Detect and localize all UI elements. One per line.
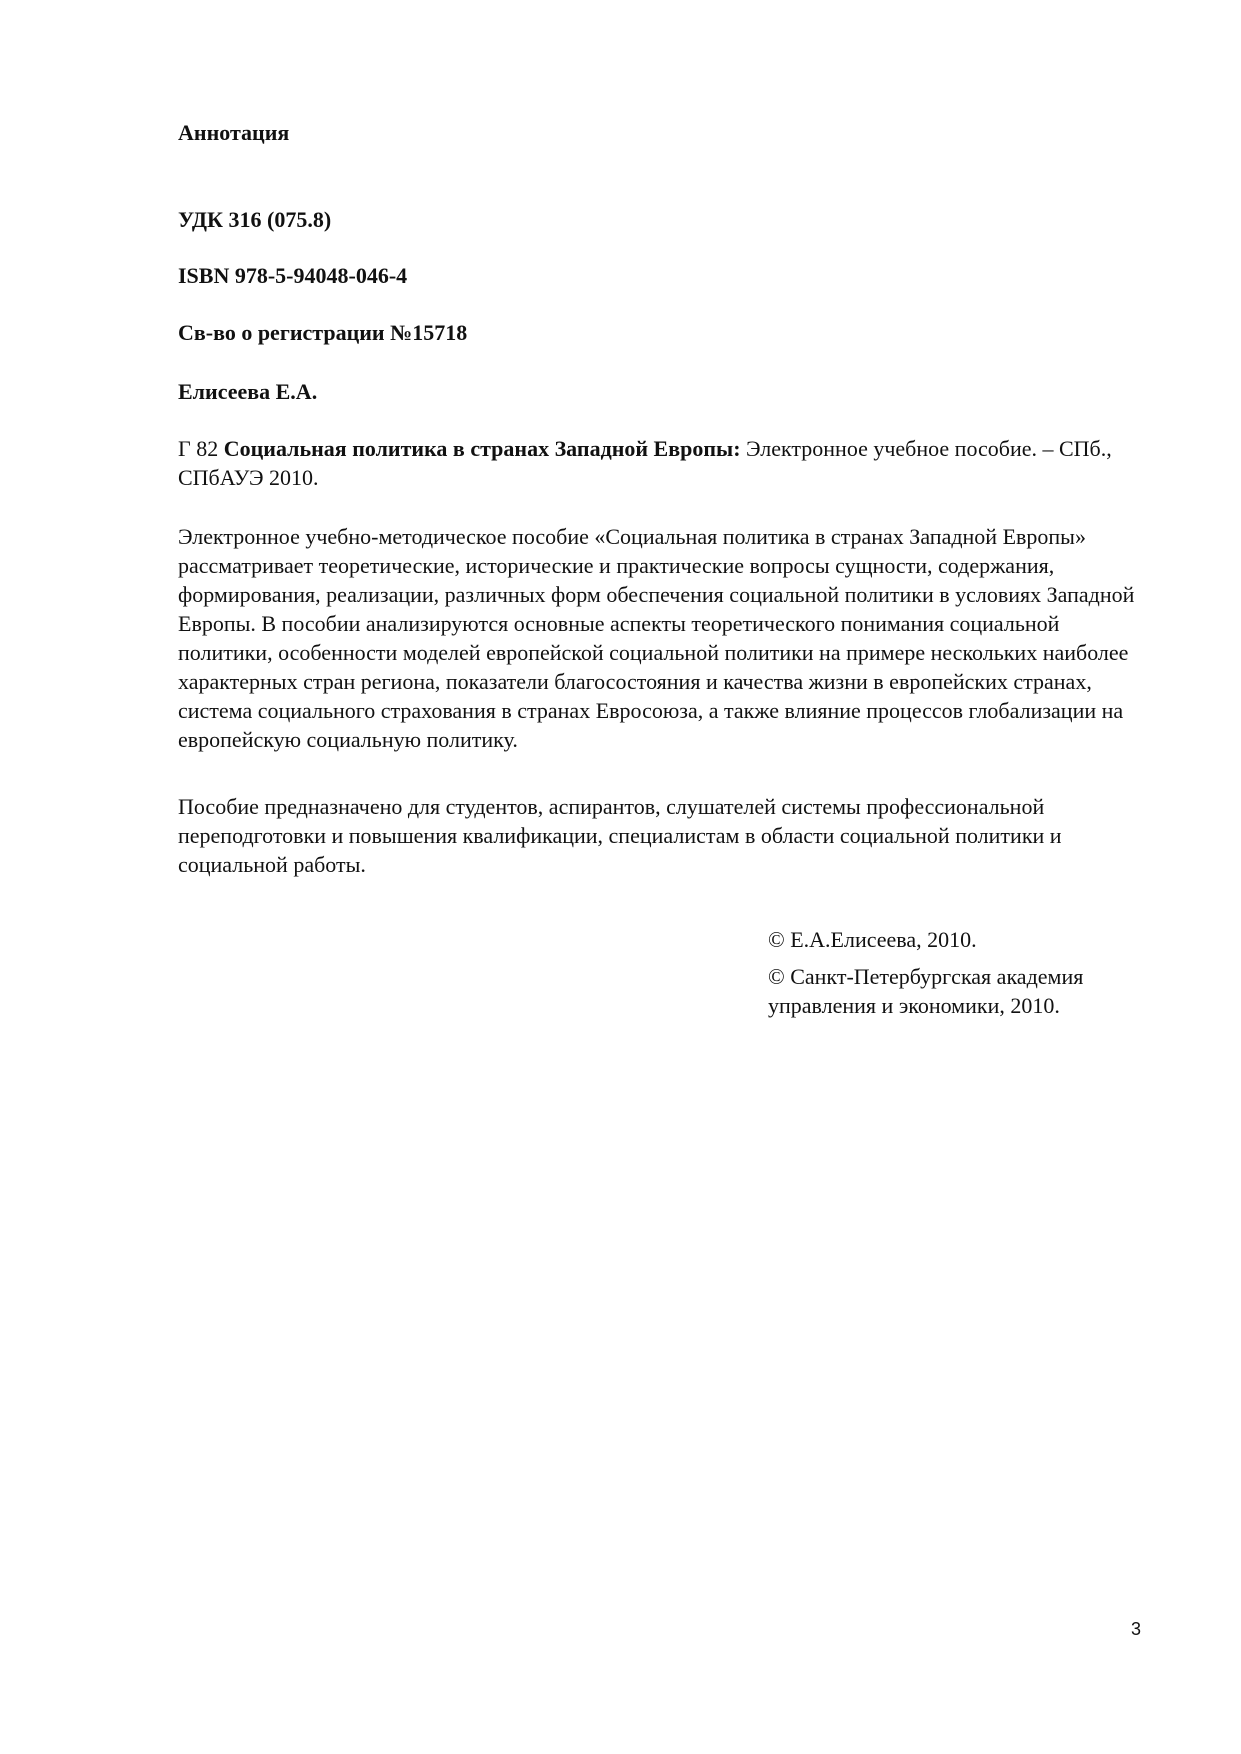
- isbn-number: ISBN 978-5-94048-046-4: [178, 263, 408, 288]
- annotation-heading: Аннотация: [178, 120, 290, 145]
- bibliographic-entry: [178, 434, 1158, 492]
- copyright-author: © Е.А.Елисеева, 2010.: [768, 927, 977, 952]
- udk-code: УДК 316 (075.8): [178, 207, 332, 232]
- copyright-academy: © Санкт-Петербургская академия управления и экономики, 2010.: [768, 964, 1084, 1018]
- page-number: 3: [1131, 1619, 1142, 1639]
- audience-paragraph: Пособие предназначено для студентов, аспирантов, слушателей системы профессиональной переподготовки и повышения квалификации, специалистам в области социальной политики и социальной работы.: [178, 794, 1062, 877]
- bib-index: Г 82: [178, 436, 224, 461]
- bib-details: Электронное учебное пособие. – СПб., СПбАУЭ 2010.: [178, 436, 1112, 490]
- author-name: Елисеева Е.А.: [178, 379, 318, 404]
- registration-certificate: Св-во о регистрации №15718: [178, 320, 468, 345]
- bib-title: Социальная политика в странах Западной Европы:: [223, 436, 741, 461]
- abstract-paragraph: Электронное учебно-методическое пособие «Социальная политика в странах Западной Европы» рассматривает теоретические, исторические и практические вопросы сущности, содержания, формирования, реализации, различных форм обеспечения социальной политики в условиях Западной Европы. В пособии анализируются основные аспекты теоретического понимания социальной политики, особенности моделей европейской социальной политики на примере нескольких наиболее характерных стран региона, показатели благосостояния и качества жизни в европейских странах, система социального страхования в странах Евросоюза, а также влияние процессов глобализации на европейскую социальную политику.: [178, 524, 1135, 752]
